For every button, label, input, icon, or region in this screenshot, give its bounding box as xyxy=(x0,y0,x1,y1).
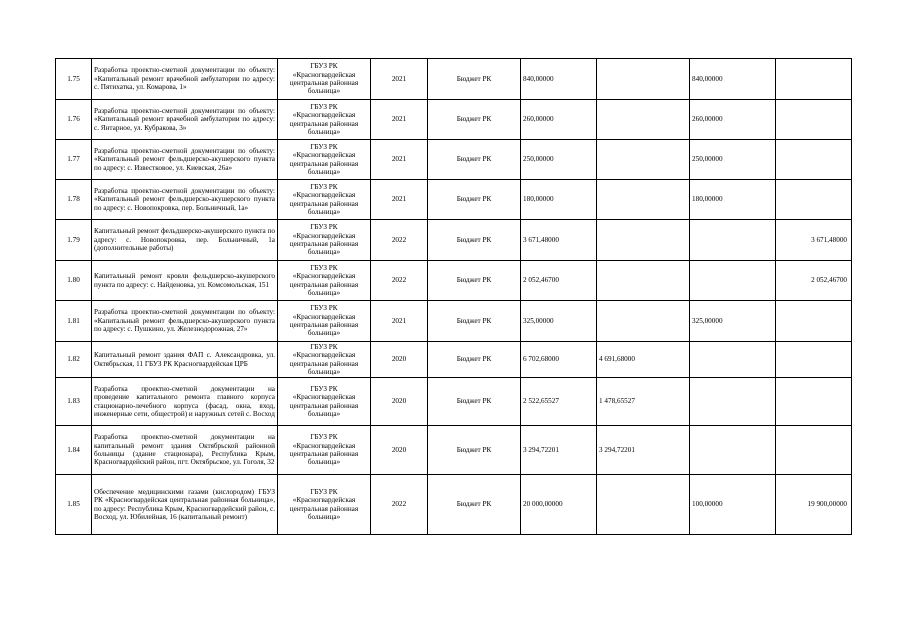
table-row xyxy=(56,100,852,140)
row-amount-2022 xyxy=(776,378,852,426)
table-row xyxy=(56,261,852,301)
row-number: 1.84 xyxy=(56,426,92,475)
row-amount-2021: 100,00000 xyxy=(690,475,776,535)
row-executor: ГБУЗ РК «Красногвардейская центральная районная больница» xyxy=(278,59,371,100)
row-year: 2021 xyxy=(371,100,428,140)
row-number: 1.78 xyxy=(56,180,92,220)
row-amount-2020 xyxy=(597,180,690,220)
row-funding-source: Бюджет РК xyxy=(428,100,521,140)
row-amount-2020 xyxy=(597,100,690,140)
row-total: 6 702,68000 xyxy=(521,342,597,378)
row-number: 1.75 xyxy=(56,59,92,100)
row-amount-2020: 4 691,68000 xyxy=(597,342,690,378)
table-row xyxy=(56,342,852,378)
row-total: 2 522,65527 xyxy=(521,378,597,426)
row-description: Разработка проектно-сметной документации на проведение капитального ремонта главного корпуса стационарно-лечебного корпуса (фасад, окна, вход, инженерные сети, общестрой) и наружных сетей с. Восход xyxy=(92,378,278,426)
row-amount-2022 xyxy=(776,426,852,475)
row-executor: ГБУЗ РК «Красногвардейская центральная районная больница» xyxy=(278,100,371,140)
row-funding-source: Бюджет РК xyxy=(428,59,521,100)
row-amount-2022 xyxy=(776,140,852,180)
row-amount-2021: 260,00000 xyxy=(690,100,776,140)
row-executor: ГБУЗ РК «Красногвардейская центральная районная больница» xyxy=(278,261,371,301)
table-row xyxy=(56,378,852,426)
row-total: 840,00000 xyxy=(521,59,597,100)
row-amount-2021 xyxy=(690,426,776,475)
row-description: Разработка проектно-сметной документации по объекту: «Капитальный ремонт фельдшерско-акушерского пункта по адресу: с. Пушкино, ул. Железнодорожная, 27» xyxy=(92,301,278,342)
row-amount-2020 xyxy=(597,475,690,535)
row-description: Разработка проектно-сметной документации по объекту: «Капитальный ремонт врачебной амбулатории по адресу: с. Пятихатка, ул. Комарова, 1» xyxy=(92,59,278,100)
row-amount-2022: 3 671,48000 xyxy=(776,220,852,261)
row-description: Разработка проектно-сметной документации по объекту: «Капитальный ремонт фельдшерско-акушерского пункта по адресу: с. Известковое, ул. Киевская, 26а» xyxy=(92,140,278,180)
row-total: 180,00000 xyxy=(521,180,597,220)
row-amount-2022 xyxy=(776,301,852,342)
row-funding-source: Бюджет РК xyxy=(428,426,521,475)
table-row xyxy=(56,140,852,180)
row-total: 3 671,48000 xyxy=(521,220,597,261)
row-amount-2022 xyxy=(776,180,852,220)
row-total: 325,00000 xyxy=(521,301,597,342)
row-amount-2021 xyxy=(690,220,776,261)
row-amount-2020 xyxy=(597,59,690,100)
table-row xyxy=(56,426,852,475)
row-year: 2021 xyxy=(371,140,428,180)
row-year: 2022 xyxy=(371,475,428,535)
row-amount-2021: 180,00000 xyxy=(690,180,776,220)
row-year: 2020 xyxy=(371,426,428,475)
row-amount-2020: 3 294,72201 xyxy=(597,426,690,475)
row-number: 1.77 xyxy=(56,140,92,180)
table-row xyxy=(56,59,852,100)
row-amount-2021: 325,00000 xyxy=(690,301,776,342)
row-number: 1.82 xyxy=(56,342,92,378)
row-amount-2020 xyxy=(597,140,690,180)
row-amount-2020 xyxy=(597,220,690,261)
row-executor: ГБУЗ РК «Красногвардейская центральная районная больница» xyxy=(278,301,371,342)
row-number: 1.85 xyxy=(56,475,92,535)
row-total: 260,00000 xyxy=(521,100,597,140)
row-number: 1.83 xyxy=(56,378,92,426)
table-row xyxy=(56,475,852,535)
row-funding-source: Бюджет РК xyxy=(428,220,521,261)
row-year: 2022 xyxy=(371,220,428,261)
row-year: 2020 xyxy=(371,342,428,378)
table-body xyxy=(56,59,852,535)
row-amount-2022 xyxy=(776,100,852,140)
row-amount-2021 xyxy=(690,342,776,378)
row-amount-2021 xyxy=(690,378,776,426)
row-number: 1.79 xyxy=(56,220,92,261)
row-description: Обеспечение медицинскими газами (кислородом) ГБУЗ РК «Красногвардейская центральная районная больница», по адресу: Республика Крым, Красногвардейский район, с. Восход, ул. Юбилейная, 16 (капитальный ремонт) xyxy=(92,475,278,535)
row-total: 250,00000 xyxy=(521,140,597,180)
row-description: Разработка проектно-сметной документации по объекту: «Капитальный ремонт врачебной амбулатории по адресу: с. Янтарное, ул. Кубракова, 3» xyxy=(92,100,278,140)
row-executor: ГБУЗ РК «Красногвардейская центральная районная больница» xyxy=(278,180,371,220)
row-amount-2020 xyxy=(597,261,690,301)
row-amount-2020 xyxy=(597,301,690,342)
row-amount-2022 xyxy=(776,59,852,100)
table-row xyxy=(56,180,852,220)
row-amount-2021: 840,00000 xyxy=(690,59,776,100)
table-row xyxy=(56,220,852,261)
row-amount-2022: 2 052,46700 xyxy=(776,261,852,301)
row-number: 1.80 xyxy=(56,261,92,301)
row-description: Разработка проектно-сметной документации на капитальный ремонт здания Октябрьской районной больницы (здание стационара), Республика Крым, Красногвардейский район, пгт. Октябрьское, ул. Гоголя, 32 xyxy=(92,426,278,475)
row-funding-source: Бюджет РК xyxy=(428,378,521,426)
row-executor: ГБУЗ РК «Красногвардейская центральная районная больница» xyxy=(278,426,371,475)
table-row xyxy=(56,301,852,342)
row-total: 2 052,46700 xyxy=(521,261,597,301)
row-amount-2021 xyxy=(690,261,776,301)
row-executor: ГБУЗ РК «Красногвардейская центральная районная больница» xyxy=(278,342,371,378)
row-description: Разработка проектно-сметной документации по объекту: «Капитальный ремонт фельдшерско-акушерского пункта по адресу: с. Новопокровка, пер. Больничный, 1а» xyxy=(92,180,278,220)
row-funding-source: Бюджет РК xyxy=(428,180,521,220)
row-executor: ГБУЗ РК «Красногвардейская центральная районная больница» xyxy=(278,140,371,180)
row-amount-2022 xyxy=(776,342,852,378)
row-executor: ГБУЗ РК «Красногвардейская центральная районная больница» xyxy=(278,378,371,426)
row-number: 1.76 xyxy=(56,100,92,140)
row-year: 2021 xyxy=(371,180,428,220)
row-year: 2022 xyxy=(371,261,428,301)
row-year: 2021 xyxy=(371,59,428,100)
row-year: 2020 xyxy=(371,378,428,426)
row-funding-source: Бюджет РК xyxy=(428,342,521,378)
row-executor: ГБУЗ РК «Красногвардейская центральная районная больница» xyxy=(278,475,371,535)
row-description: Капитальный ремонт здания ФАП с. Александровка, ул. Октябрьская, 11 ГБУЗ РК Красногвардейская ЦРБ xyxy=(92,342,278,378)
row-amount-2021: 250,00000 xyxy=(690,140,776,180)
row-description: Капитальный ремонт фельдшерско-акушерского пункта по адресу: с. Новопокровка, пер. Больничный, 1а (дополнительные работы) xyxy=(92,220,278,261)
row-number: 1.81 xyxy=(56,301,92,342)
row-funding-source: Бюджет РК xyxy=(428,261,521,301)
row-description: Капитальный ремонт кровли фельдшерско-акушерского пункта по адресу: с. Найденовка, ул. Комсомольская, 151 xyxy=(92,261,278,301)
row-funding-source: Бюджет РК xyxy=(428,140,521,180)
row-funding-source: Бюджет РК xyxy=(428,301,521,342)
row-executor: ГБУЗ РК «Красногвардейская центральная районная больница» xyxy=(278,220,371,261)
row-total: 3 294,72201 xyxy=(521,426,597,475)
row-total: 20 000,00000 xyxy=(521,475,597,535)
row-amount-2022: 19 900,00000 xyxy=(776,475,852,535)
row-amount-2020: 1 478,65527 xyxy=(597,378,690,426)
program-table xyxy=(55,58,852,535)
row-funding-source: Бюджет РК xyxy=(428,475,521,535)
row-year: 2021 xyxy=(371,301,428,342)
